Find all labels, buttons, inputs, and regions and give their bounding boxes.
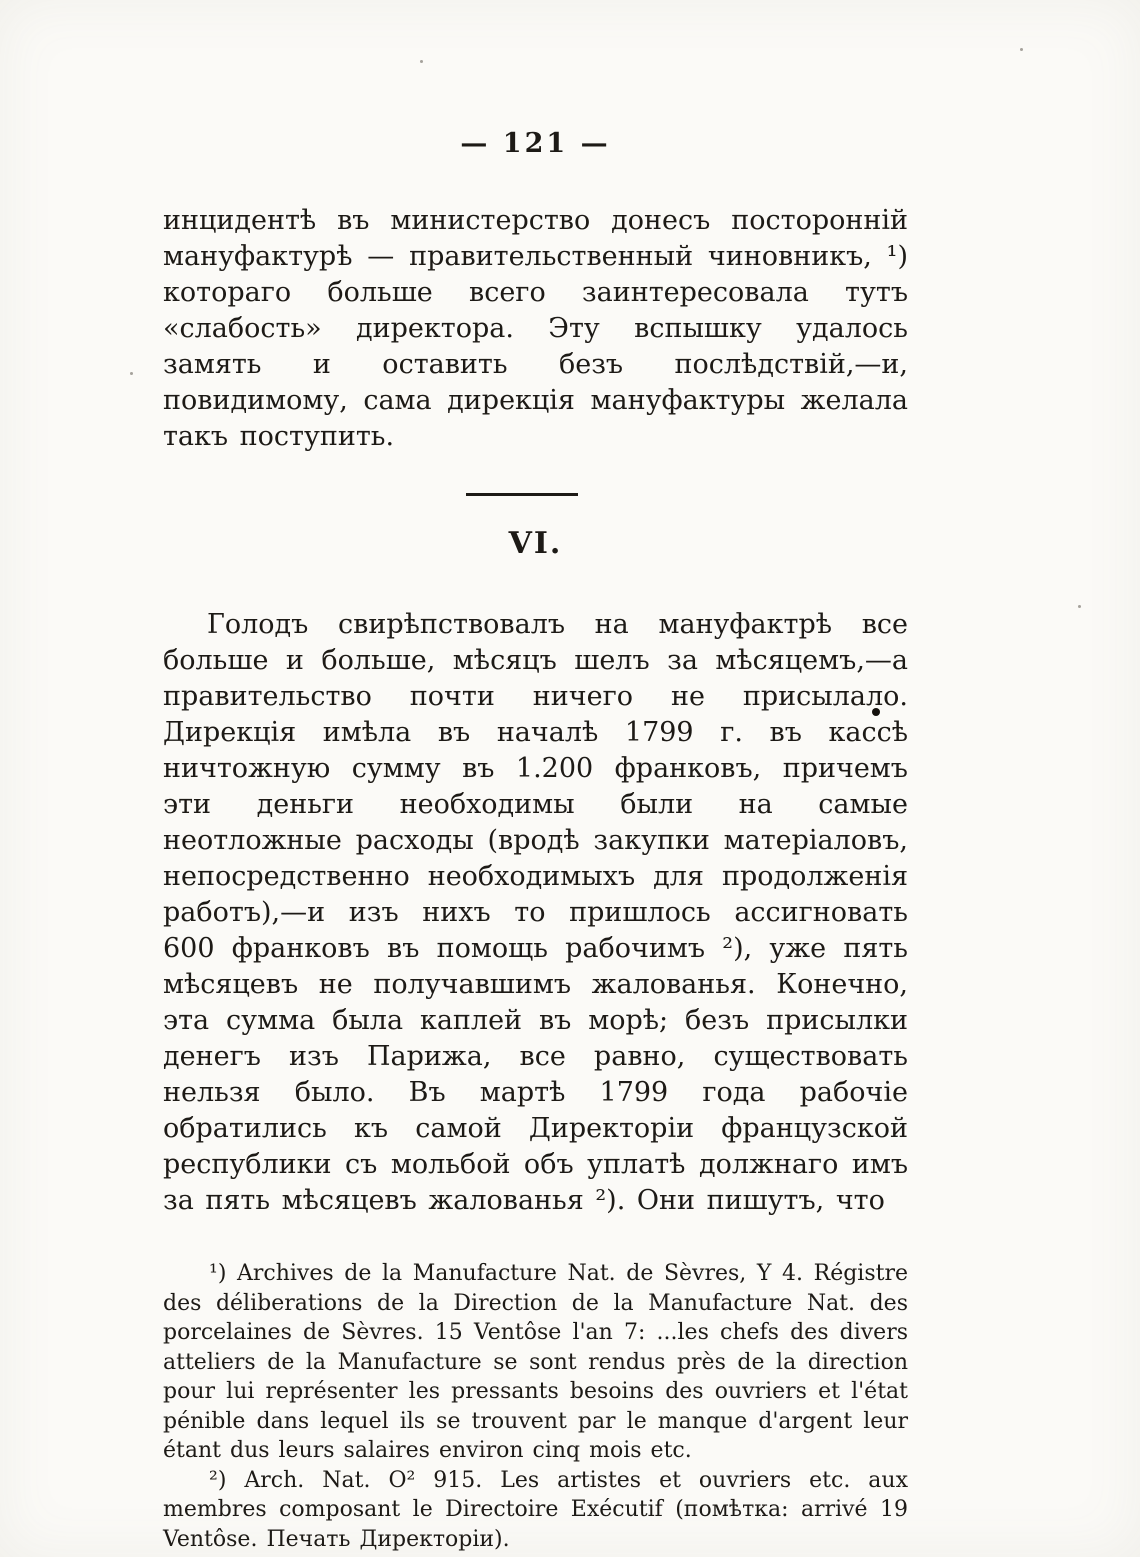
footnote-2: ²) Arch. Nat. O² 915. Les artistes et ouvriers etc. aux membres composant le Directoire Exécutif (помѣтка: arrivé 19 Ventôse. Печать Директоріи). bbox=[163, 1467, 908, 1552]
page-number: — 121 — bbox=[460, 128, 611, 159]
section-divider bbox=[466, 493, 578, 496]
footnote-1: ¹) Archives de la Manufacture Nat. de Sèvres, Y 4. Régistre des déliberations de la Direction de la Manufacture Nat. des porcelaines de Sèvres. 15 Ventôse l'an 7: ...les chefs des divers atteliers de la Manufacture se sont rendus près de la direction pour lui représenter les pressants besoins des ouvriers et l'état pénible dans lequel ils se trouvent par le manque d'argent leur étant dus leurs salaires environ cinq mois etc. bbox=[163, 1261, 908, 1463]
section-heading: VI. bbox=[508, 526, 563, 561]
paragraph-main: Голодъ свирѣпствовалъ на мануфактрѣ все больше и больше, мѣсяцъ шелъ за мѣсяцемъ,—а правительство почти ничего не присылало. Дирекція имѣла въ началѣ 1799 г. въ кассѣ ничтожную сумму въ 1.200 франковъ, причемъ эти деньги необходимы были на самые неотложные расходы (вродѣ закупки матеріаловъ, непосредственно необходимыхъ для продолженія работъ),—и изъ нихъ то пришлось ассигновать 600 франковъ въ помощь рабочимъ ²), уже пять мѣсяцевъ не получавшимъ жалованья. Конечно, эта сумма была каплей въ морѣ; безъ присылки денегъ изъ Парижа, все равно, существовать нельзя было. Въ мартѣ 1799 года рабочіе обратились къ самой Директоріи французской республики съ мольбой объ уплатѣ должнаго имъ за пять мѣсяцевъ жалованья ²). Они пишутъ, что bbox=[163, 609, 908, 1216]
paragraph-continuation: инцидентѣ въ министерство донесъ посторонній мануфактурѣ — правительственный чиновникъ, ¹) котораго больше всего заинтересовала тутъ «слабость» директора. Эту вспышку удалось замять и оставить безъ послѣдствій,—и, повидимому, сама дирекція мануфактуры желала такъ поступить. bbox=[163, 205, 908, 452]
footnotes-section bbox=[163, 1259, 908, 1554]
scan-speckle bbox=[420, 60, 423, 63]
scan-speckle bbox=[130, 372, 133, 375]
text-block bbox=[163, 128, 908, 1554]
scan-speckle bbox=[1020, 48, 1023, 51]
scan-speckle bbox=[1078, 605, 1081, 608]
